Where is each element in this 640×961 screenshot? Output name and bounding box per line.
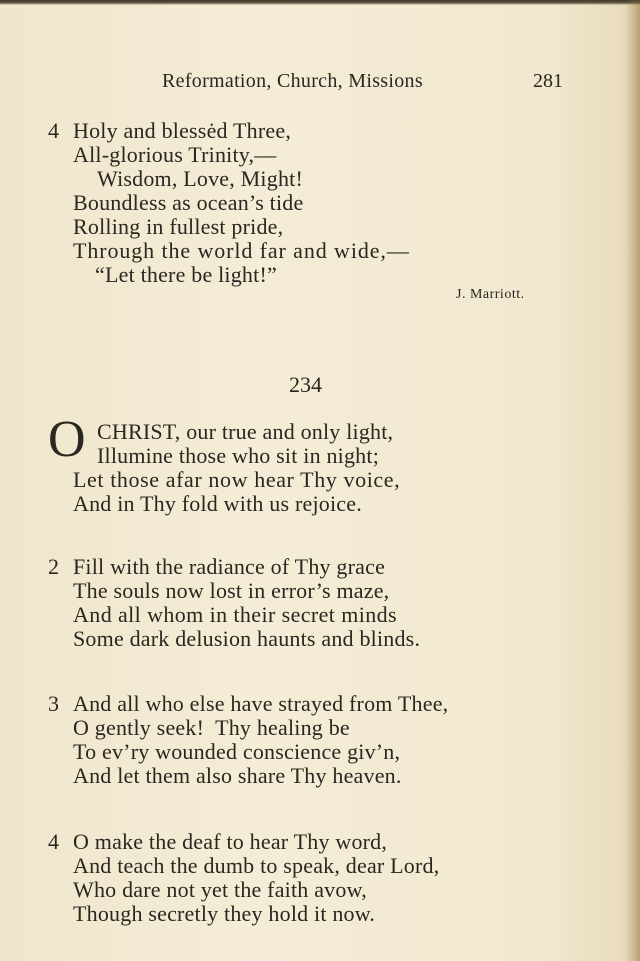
page-number: 281	[533, 70, 563, 92]
stanza-line: Boundless as ocean’s tide	[73, 190, 304, 215]
stanza-line: To ev’ry wounded conscience giv’n,	[73, 739, 401, 764]
drop-cap: O	[48, 411, 86, 468]
stanza-line: And all who else have strayed from Thee,	[73, 691, 449, 716]
stanza-line: All-glorious Trinity,—	[73, 142, 277, 167]
stanza-line: “Let there be light!”	[95, 262, 277, 287]
stanza-line: O gently seek! Thy healing be	[73, 715, 350, 740]
page-edge-shadow	[626, 0, 640, 961]
stanza-line: Wisdom, Love, Might!	[97, 166, 303, 191]
hymn-number: 234	[289, 372, 322, 397]
stanza-line: The souls now lost in error’s maze,	[73, 578, 390, 603]
stanza-number: 2	[48, 554, 59, 579]
stanza-line: CHRIST, our true and only light,	[97, 419, 394, 444]
stanza-line: Fill with the radiance of Thy grace	[73, 554, 386, 579]
stanza-number: 4	[48, 118, 59, 143]
stanza-number: 3	[48, 691, 59, 716]
stanza-line: Some dark delusion haunts and blinds.	[73, 626, 421, 651]
stanza-line: And in Thy fold with us rejoice.	[73, 491, 362, 516]
stanza-line: Who dare not yet the faith avow,	[73, 877, 367, 902]
author-attribution: J. Marriott.	[456, 287, 525, 302]
stanza-line: Through the world far and wide,—	[73, 238, 410, 263]
page-top-shadow	[0, 0, 640, 5]
stanza-line: O make the deaf to hear Thy word,	[73, 829, 388, 854]
stanza-line: Let those afar now hear Thy voice,	[73, 467, 401, 492]
stanza-line: And let them also share Thy heaven.	[73, 763, 402, 788]
stanza-line: Illumine those who sit in night;	[97, 443, 380, 468]
running-title: Reformation, Church, Missions	[162, 70, 423, 92]
stanza-line: Holy and blessėd Three,	[73, 118, 292, 143]
stanza-line: Though secretly they hold it now.	[73, 901, 376, 926]
stanza-line: Rolling in fullest pride,	[73, 214, 284, 239]
stanza-line: And teach the dumb to speak, dear Lord,	[73, 853, 440, 878]
stanza-line: And all whom in their secret minds	[73, 602, 397, 627]
stanza-number: 4	[48, 829, 59, 854]
